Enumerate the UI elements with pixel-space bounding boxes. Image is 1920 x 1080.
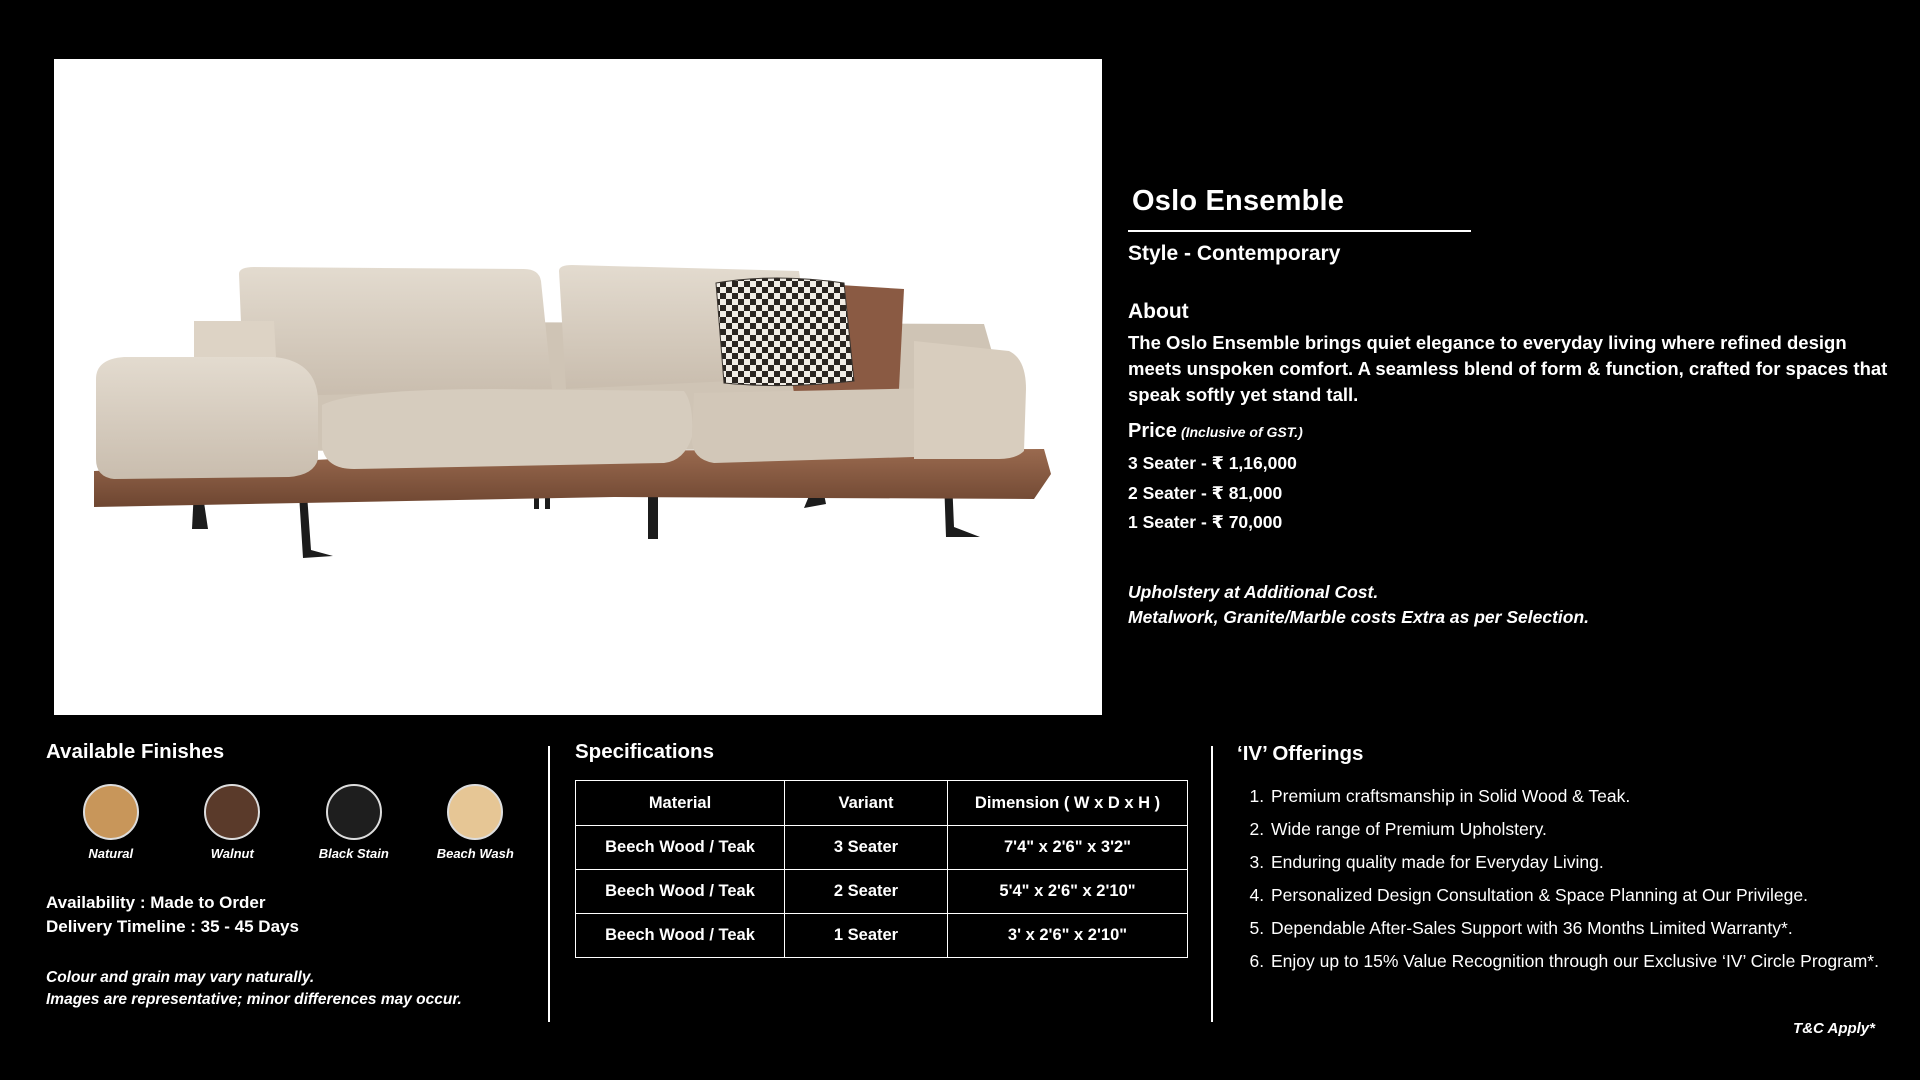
left-armrest [96, 357, 318, 479]
about-heading: About [1128, 300, 1189, 323]
table-header-row [576, 781, 1188, 826]
column-header: Material [576, 781, 785, 826]
delivery-timeline: Delivery Timeline : 35 - 45 Days [46, 917, 299, 936]
offerings-heading: ‘IV’ Offerings [1237, 742, 1364, 765]
price-heading [1128, 420, 1888, 443]
houndstooth-pillow [716, 278, 854, 386]
table-row [576, 826, 1188, 870]
disclaimer [46, 967, 536, 1011]
table-cell: Beech Wood / Teak [576, 870, 785, 914]
specifications-table [575, 780, 1188, 958]
extra-upholstery: Upholstery at Additional Cost. [1128, 581, 1379, 602]
table-cell: 3' x 2'6" x 2'10" [948, 914, 1188, 958]
finish-swatches [50, 784, 536, 861]
column-header: Variant [785, 781, 948, 826]
price-1-seater: 1 Seater - ₹ 70,000 [1128, 512, 1283, 532]
list-item: 1. Premium craftsmanship in Solid Wood & Teak. [1269, 780, 1897, 813]
column-header: Dimension ( W x D x H ) [948, 781, 1188, 826]
swatch-label: Walnut [210, 846, 254, 861]
list-item: 5. Dependable After-Sales Support with 36 Months Limited Warranty*. [1269, 912, 1897, 945]
table-row [576, 870, 1188, 914]
table-cell: 5'4" x 2'6" x 2'10" [948, 870, 1188, 914]
table-cell: 1 Seater [785, 914, 948, 958]
swatch-beach-wash-circle [447, 784, 503, 840]
finish-walnut[interactable] [172, 784, 294, 861]
list-item: 4. Personalized Design Consultation & Space Planning at Our Privilege. [1269, 879, 1897, 912]
swatch-label: Black Stain [318, 846, 389, 861]
disclaimer-images: Images are representative; minor differences may occur. [46, 991, 462, 1008]
product-image [54, 59, 1102, 715]
price-heading-label: Price [1128, 420, 1177, 442]
swatch-natural-circle [83, 784, 139, 840]
about-text: The Oslo Ensemble brings quiet elegance to everyday living where refined design meets unspoken comfort. A seamless blend of form & function, crafted for spaces that speak softly yet stand tall. [1128, 332, 1888, 405]
right-armrest [914, 341, 1026, 459]
seat-cushion-left [322, 389, 692, 469]
product-title: Oslo Ensemble [1132, 185, 1345, 217]
divider-right [1211, 746, 1213, 1022]
specifications-heading: Specifications [575, 740, 714, 763]
price-list [1128, 449, 1888, 538]
product-style: Style - Contemporary [1128, 242, 1341, 265]
offerings-section [1237, 742, 1897, 978]
extra-metalwork: Metalwork, Granite/Marble costs Extra as per Selection. [1128, 606, 1589, 627]
finish-natural[interactable] [50, 784, 172, 861]
table-cell: 7'4" x 2'6" x 3'2" [948, 826, 1188, 870]
table-cell: Beech Wood / Teak [576, 826, 785, 870]
list-item: 3. Enduring quality made for Everyday Living. [1269, 846, 1897, 879]
price-2-seater: 2 Seater - ₹ 81,000 [1128, 482, 1283, 503]
finish-beach-wash[interactable] [415, 784, 537, 861]
price-3-seater: 3 Seater - ₹ 1,16,000 [1128, 453, 1297, 473]
finishes-section [46, 740, 536, 1011]
table-cell: 3 Seater [785, 826, 948, 870]
title-underline [1128, 230, 1471, 232]
divider-left [548, 746, 550, 1022]
table-row [576, 914, 1188, 958]
availability: Availability : Made to Order [46, 893, 266, 912]
product-info [1128, 185, 1888, 630]
swatch-label: Natural [88, 846, 134, 861]
table-cell: Beech Wood / Teak [576, 914, 785, 958]
terms-note: T&C Apply* [1793, 1020, 1875, 1037]
swatch-label: Beach Wash [436, 846, 514, 861]
offerings-list [1237, 780, 1897, 978]
finishes-heading: Available Finishes [46, 740, 225, 763]
finish-black-stain[interactable] [293, 784, 415, 861]
price-note: (Inclusive of GST.) [1180, 424, 1303, 440]
specifications-section [575, 740, 1190, 958]
table-cell: 2 Seater [785, 870, 948, 914]
availability-info [46, 891, 536, 939]
disclaimer-colour: Colour and grain may vary naturally. [46, 969, 315, 986]
swatch-black-stain-circle [326, 784, 382, 840]
list-item: 2. Wide range of Premium Upholstery. [1269, 813, 1897, 846]
extra-costs [1128, 580, 1888, 630]
swatch-walnut-circle [204, 784, 260, 840]
sofa-illustration [54, 59, 1102, 715]
list-item: 6. Enjoy up to 15% Value Recognition through our Exclusive ‘IV’ Circle Program*. [1269, 945, 1897, 978]
